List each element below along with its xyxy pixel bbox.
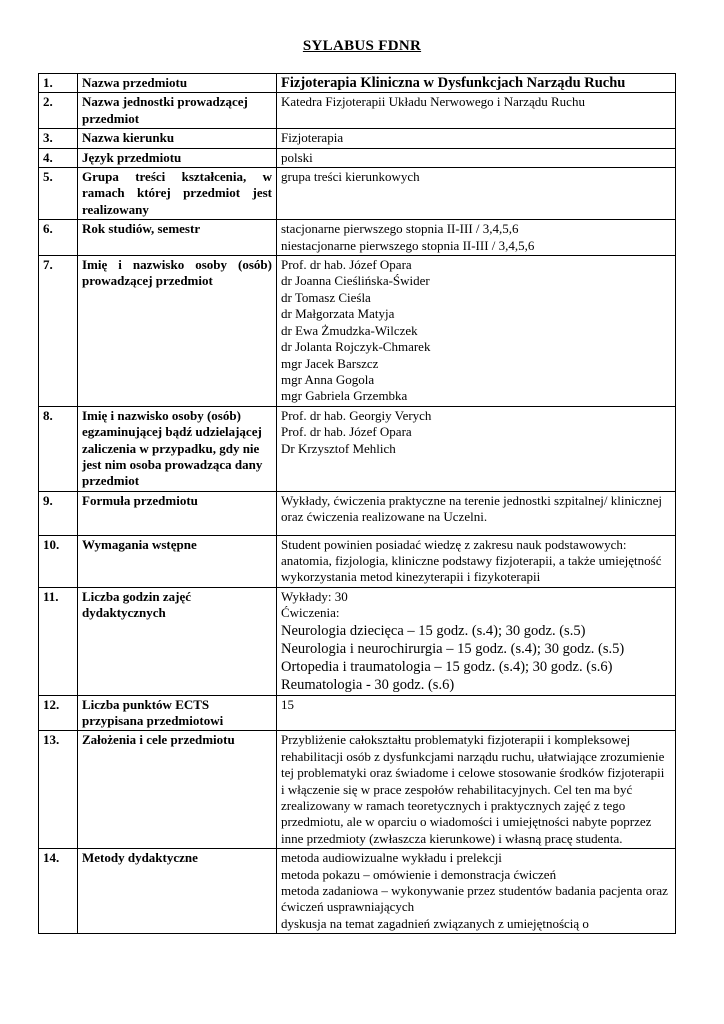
lecturer: mgr Jacek Barszcz: [281, 355, 379, 371]
hours-line: Neurologia i neurochirurgia – 15 godz. (s.4); 30 godz. (s.5): [281, 640, 625, 657]
row-value: [277, 587, 676, 695]
value-line: Student powinien posiadać wiedzę z zakresu nauk podstawowych: anatomia, fizjologia, kliniczne podstawy fizjoterapii, a także umiejętność wykorzystania metod kinezyterapii i fizykoterapii: [281, 536, 662, 585]
table-row: [39, 535, 676, 587]
row-number: 1.: [39, 74, 78, 93]
row-value: [277, 220, 676, 256]
row-label: Formuła przedmiotu: [78, 491, 277, 535]
value-line: Katedra Fizjoterapii Układu Nerwowego i Narządu Ruchu: [281, 94, 585, 110]
lecturer: mgr Gabriela Grzembka: [281, 388, 408, 404]
lecturer: mgr Anna Gogola: [281, 371, 375, 387]
table-row: [39, 849, 676, 934]
table-row: [39, 93, 676, 129]
row-label: Rok studiów, semestr: [78, 220, 277, 256]
table-row: [39, 168, 676, 220]
lecturer: dr Jolanta Rojczyk-Chmarek: [281, 339, 431, 355]
row-label: Imię i nazwisko osoby (osób) egzaminującej bądź udzielającej zaliczenia w przypadku, gdy nie jest nim osoba prowadząca dany przedmiot: [78, 406, 277, 491]
table-row: [39, 406, 676, 491]
table-row: [39, 129, 676, 148]
course-name: Fizjoterapia Kliniczna w Dysfunkcjach Narządu Ruchu: [281, 75, 626, 91]
row-label: Grupa treści kształcenia, w ramach której przedmiot jest realizowany: [78, 168, 277, 220]
row-label: Nazwa przedmiotu: [78, 74, 277, 93]
table-row: [39, 220, 676, 256]
row-label: Nazwa kierunku: [78, 129, 277, 148]
table-row: [39, 148, 676, 167]
row-value: [277, 93, 676, 129]
document-title: SYLABUS FDNR: [302, 38, 422, 54]
value-line: metoda audiowizualne wykładu i prelekcji: [281, 850, 502, 866]
row-value: [277, 129, 676, 148]
row-value: [277, 168, 676, 220]
hours-line: Neurologia dziecięca – 15 godz. (s.4); 30 godz. (s.5): [281, 622, 586, 639]
table-row: [39, 695, 676, 731]
hours-line: Reumatologia - 30 godz. (s.6): [281, 676, 455, 693]
value-line: Fizjoterapia: [281, 130, 344, 146]
syllabus-table: [38, 73, 676, 934]
value-line: Wykłady: 30: [281, 588, 348, 604]
row-label: Liczba punktów ECTS przypisana przedmiotowi: [78, 695, 277, 731]
lecturer: dr Tomasz Cieśla: [281, 289, 371, 305]
value-line: niestacjonarne pierwszego stopnia II-III / 3,4,5,6: [281, 237, 535, 253]
table-row: [39, 491, 676, 535]
row-label: Nazwa jednostki prowadzącej przedmiot: [78, 93, 277, 129]
table-row: [39, 731, 676, 849]
row-label: Liczba godzin zajęć dydaktycznych: [78, 587, 277, 695]
row-value: [277, 535, 676, 587]
hours-line: Ortopedia i traumatologia – 15 godz. (s.4); 30 godz. (s.6): [281, 658, 613, 675]
examiner: Prof. dr hab. Józef Opara: [281, 424, 412, 440]
examiner: Dr Krzysztof Mehlich: [281, 440, 396, 456]
row-value: [277, 406, 676, 491]
row-number: 8.: [39, 406, 78, 491]
row-number: 3.: [39, 129, 78, 148]
row-label: Założenia i cele przedmiotu: [78, 731, 277, 849]
value-line: grupa treści kierunkowych: [281, 169, 420, 185]
row-number: 6.: [39, 220, 78, 256]
examiner: Prof. dr hab. Georgiy Verych: [281, 407, 432, 423]
row-number: 5.: [39, 168, 78, 220]
value-line: polski: [281, 149, 313, 165]
row-value: [277, 731, 676, 849]
value-line: stacjonarne pierwszego stopnia II-III / 3,4,5,6: [281, 221, 519, 237]
lecturer: dr Ewa Żmudzka-Wilczek: [281, 322, 418, 338]
row-value: [277, 695, 676, 731]
table-row: [39, 256, 676, 407]
value-line: metoda zadaniowa – wykonywanie przez studentów badania pacjenta oraz ćwiczeń usprawniających: [281, 883, 668, 915]
table-row: [39, 587, 676, 695]
value-line: dyskusja na temat zagadnień związanych z umiejętnością o: [281, 915, 589, 931]
row-number: 4.: [39, 148, 78, 167]
lecturer: dr Joanna Cieślińska-Świder: [281, 273, 430, 289]
row-number: 12.: [39, 695, 78, 731]
row-label: Metody dydaktyczne: [78, 849, 277, 934]
table-row: [39, 74, 676, 93]
lecturer: Prof. dr hab. Józef Opara: [281, 257, 412, 273]
row-value: [277, 74, 676, 93]
row-number: 9.: [39, 491, 78, 535]
value-line: Ćwiczenia:: [281, 605, 340, 621]
row-number: 11.: [39, 587, 78, 695]
value-line: Przybliżenie całokształtu problematyki fizjoterapii i kompleksowej rehabilitacji osób z dysfunkcjami narządu ruchu, ułatwiające zrozumienie tej problematyki oraz świadome i celowe stosowanie środków fizjoterapii i włączenie się w prace zespołów rehabilitacyjnych. Cel ten ma być zrealizowany w ramach teoretycznych i praktycznych zajęć z tego przedmiotu, ale w oparciu o wiadomości i umiejętności nabyte poprzez inne przedmioty (zwłaszcza kierunkowe) i własną pracę studenta.: [281, 732, 665, 846]
row-number: 14.: [39, 849, 78, 934]
row-number: 2.: [39, 93, 78, 129]
row-number: 7.: [39, 256, 78, 407]
row-number: 10.: [39, 535, 78, 587]
row-number: 13.: [39, 731, 78, 849]
value-line: 15: [281, 696, 294, 712]
row-value: [277, 491, 676, 535]
value-line: metoda pokazu – omówienie i demonstracja ćwiczeń: [281, 866, 557, 882]
row-value: [277, 256, 676, 407]
row-label: Wymagania wstępne: [78, 535, 277, 587]
row-label: Imię i nazwisko osoby (osób) prowadzącej przedmiot: [78, 256, 277, 407]
row-label: Język przedmiotu: [78, 148, 277, 167]
lecturer: dr Małgorzata Matyja: [281, 306, 395, 322]
value-line: Wykłady, ćwiczenia praktyczne na terenie jednostki szpitalnej/ klinicznej oraz ćwiczenia realizowane na Uczelni.: [281, 492, 662, 525]
row-value: [277, 849, 676, 934]
row-value: [277, 148, 676, 167]
